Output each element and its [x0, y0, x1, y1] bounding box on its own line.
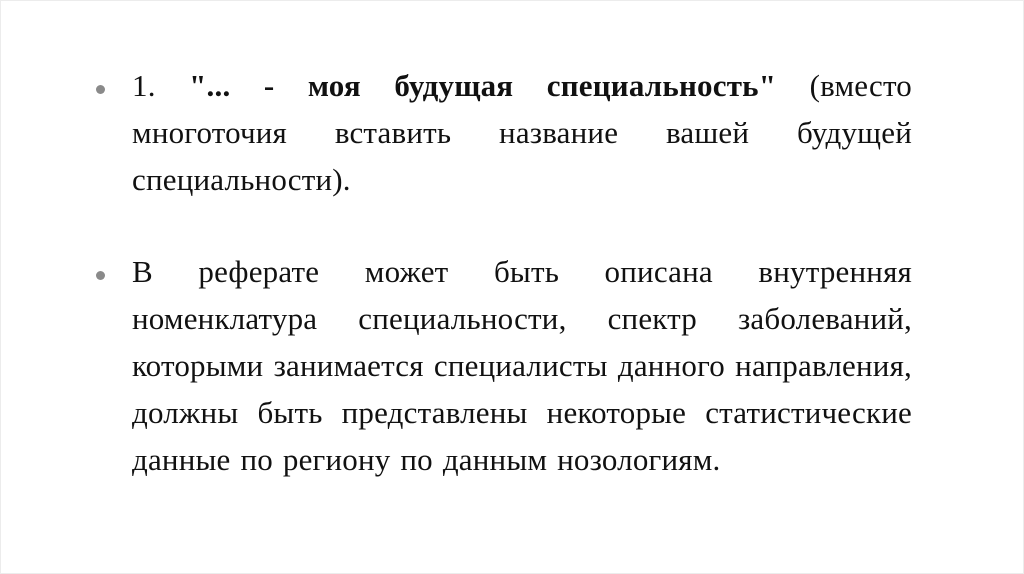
bullet-item-1 [92, 62, 912, 203]
bullet-item-2 [92, 248, 912, 483]
bullet-text-2: В реферате может быть описана внутренняя номенклатура специальности, спектр заболеваний, которыми занимается специалисты данного направления, должны быть представлены некоторые статистические данные по региону по данным нозологиям. [132, 254, 912, 477]
specialty-title: "... - моя будущая специальность" [189, 68, 777, 103]
bullet-prefix: 1. [132, 68, 190, 103]
bullet-dot-icon [96, 85, 105, 94]
bullet-note: (вместо многоточия вставить название вашей будущей специальности). [132, 68, 912, 197]
bullet-text-1 [132, 62, 912, 203]
bullet-list [92, 62, 912, 528]
bullet-dot-icon [96, 271, 105, 280]
